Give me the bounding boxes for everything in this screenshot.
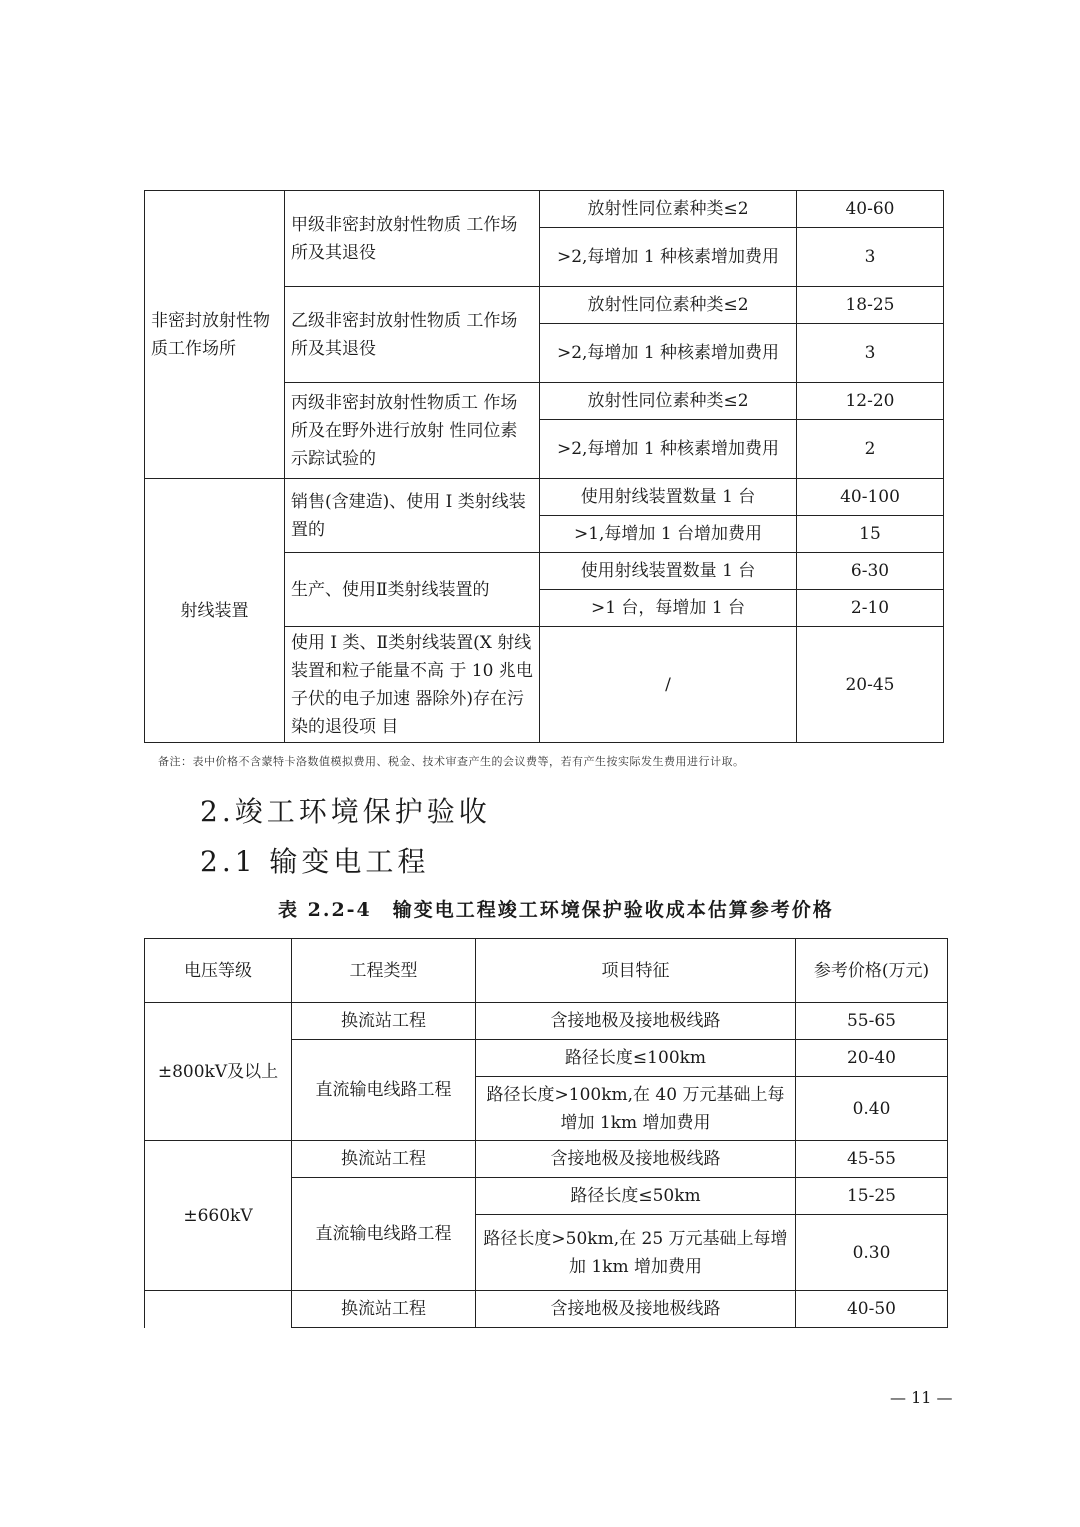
- price-cell: 40-60: [797, 191, 944, 228]
- feature-cell: >1,每增加 1 台增加费用: [540, 516, 797, 553]
- price-cell: 55-65: [796, 1003, 948, 1040]
- header-voltage: 电压等级: [145, 939, 292, 1003]
- price-cell: 0.30: [796, 1215, 948, 1291]
- type-cell: 换流站工程: [292, 1141, 476, 1178]
- feature-cell: 使用射线装置数量 1 台: [540, 479, 797, 516]
- feature-cell: 含接地极及接地极线路: [476, 1291, 796, 1328]
- type-cell: 销售(含建造)、使用 I 类射线装置的: [285, 479, 540, 553]
- category-cell: 射线装置: [145, 479, 285, 743]
- header-type: 工程类型: [292, 939, 476, 1003]
- header-feature: 项目特征: [476, 939, 796, 1003]
- feature-cell: 路径长度>100km,在 40 万元基础上每增加 1km 增加费用: [476, 1077, 796, 1141]
- voltage-cell: ±800kV及以上: [145, 1003, 292, 1141]
- feature-cell: 含接地极及接地极线路: [476, 1003, 796, 1040]
- table-note: 备注：表中价格不含蒙特卡洛数值模拟费用、税金、技术审查产生的会议费等，若有产生按实际发生费用进行计取。: [158, 755, 745, 768]
- table-header-row: [145, 939, 948, 1003]
- price-cell: 15-25: [796, 1178, 948, 1215]
- feature-cell: >2,每增加 1 种核素增加费用: [540, 228, 797, 287]
- price-cell: 20-40: [796, 1040, 948, 1077]
- type-cell: 换流站工程: [292, 1291, 476, 1328]
- price-cell: 15: [797, 516, 944, 553]
- feature-cell: 放射性同位素种类≤2: [540, 191, 797, 228]
- feature-cell: 含接地极及接地极线路: [476, 1141, 796, 1178]
- section-heading: 2.竣工环境保护验收: [200, 795, 491, 828]
- feature-cell: 放射性同位素种类≤2: [540, 383, 797, 420]
- price-cell: 45-55: [796, 1141, 948, 1178]
- price-cell: 40-100: [797, 479, 944, 516]
- radiation-price-table: [144, 190, 944, 743]
- header-price: 参考价格(万元): [796, 939, 948, 1003]
- type-cell: 生产、使用Ⅱ类射线装置的: [285, 553, 540, 627]
- price-cell: 2: [797, 420, 944, 479]
- feature-cell: 路径长度≤50km: [476, 1178, 796, 1215]
- price-cell: 6-30: [797, 553, 944, 590]
- table-caption: 表 2.2-4 输变电工程竣工环境保护验收成本估算参考价格: [278, 899, 834, 921]
- subsection-heading: 2.1 输变电工程: [200, 845, 430, 878]
- page-number: — 11 —: [890, 1388, 953, 1407]
- price-cell: 3: [797, 228, 944, 287]
- voltage-cell: ±660kV: [145, 1141, 292, 1291]
- feature-cell: 放射性同位素种类≤2: [540, 287, 797, 324]
- feature-cell: 路径长度>50km,在 25 万元基础上每增加 1km 增加费用: [476, 1215, 796, 1291]
- transmission-price-table: [144, 938, 948, 1328]
- feature-cell: 路径长度≤100km: [476, 1040, 796, 1077]
- price-cell: 0.40: [796, 1077, 948, 1141]
- type-cell: 换流站工程: [292, 1003, 476, 1040]
- price-cell: 12-20: [797, 383, 944, 420]
- price-cell: 18-25: [797, 287, 944, 324]
- type-cell: 直流输电线路工程: [292, 1040, 476, 1141]
- feature-cell: 使用射线装置数量 1 台: [540, 553, 797, 590]
- feature-cell: >2,每增加 1 种核素增加费用: [540, 420, 797, 479]
- voltage-cell: [145, 1291, 292, 1328]
- price-cell: 40-50: [796, 1291, 948, 1328]
- price-cell: 20-45: [797, 627, 944, 743]
- category-cell: 非密封放射性物质工作场所: [145, 191, 285, 479]
- price-cell: 2-10: [797, 590, 944, 627]
- type-cell: 丙级非密封放射性物质工 作场所及在野外进行放射 性同位素示踪试验的: [285, 383, 540, 479]
- type-cell: 甲级非密封放射性物质 工作场所及其退役: [285, 191, 540, 287]
- feature-cell: /: [540, 627, 797, 743]
- type-cell: 直流输电线路工程: [292, 1178, 476, 1291]
- feature-cell: >1 台，每增加 1 台: [540, 590, 797, 627]
- feature-cell: >2,每增加 1 种核素增加费用: [540, 324, 797, 383]
- type-cell: 使用 I 类、Ⅱ类射线装置(X 射线装置和粒子能量不高 于 10 兆电子伏的电子加速 器除外)存在污染的退役项 目: [285, 627, 540, 743]
- price-cell: 3: [797, 324, 944, 383]
- type-cell: 乙级非密封放射性物质 工作场所及其退役: [285, 287, 540, 383]
